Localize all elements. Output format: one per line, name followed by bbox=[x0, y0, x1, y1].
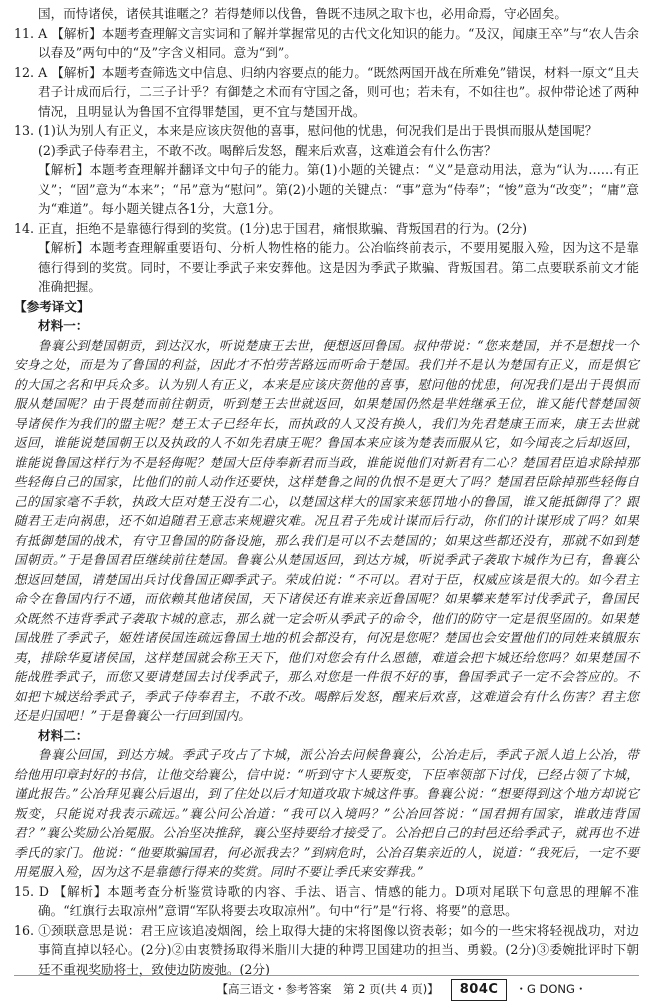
footer-brand: ・G DONG・ bbox=[515, 982, 587, 997]
answer-q13-1: 13. (1)认为别人有正义，本来是应该庆贺他的喜事，慰问他的忧患，何况我们是出于畏惧而服从楚国呢？ bbox=[14, 123, 598, 138]
answer-q14: 14. 正直，拒绝不是靠德行得到的奖赏。(1分)忠于国君，痛恨欺骗、背叛国君的行为。(2分) bbox=[14, 220, 528, 236]
answer-line-continuation: 国，而恃诸侯，诸侯其谁暱之？若得楚师以伐鲁，鲁既不违夙之取卞也，必用命焉，守必固矣。 bbox=[38, 6, 567, 21]
page-footer bbox=[0, 978, 653, 1002]
answer-q12: 12. A 【解析】本题考查筛选文中信息、归纳内容要点的能力。“既然两国开战在所难免”错误，材料一原文“且夫君子计成而后行，二三子计乎？有御楚之术而有守国之备，则可也；若未有，不如往也”。叔仲带论述了两种情况，且明显认为鲁国不宜得罪楚国，更不宜与楚国开战。 bbox=[14, 64, 639, 119]
answer-q11: 11. A 【解析】本题考查理解文言实词和了解并掌握常见的古代文化知识的能力。“及汉，闻康王卒”与“农人告余以春及”两句中的“及”字含义相同。意为“到”。 bbox=[14, 25, 639, 60]
footer-divider bbox=[14, 975, 639, 976]
answer-q16: 16. ①颈联意思是说：君王应该追凌烟阁，绘上取得大捷的宋将图像以资表彰；如今的一些宋将轻视战功，对边事简直掉以轻心。(2分)②由衷赞扬取得米脂川大捷的种谔卫国建功的担当、勇毅。(2分)③委婉批评时下朝廷不重视奖励将士，致使边防废弛。(2分) bbox=[14, 922, 639, 977]
answer-q13-analysis: 【解析】本题考查理解并翻译文中句子的能力。第(1)小题的关键点：“义”是意动用法，意为“认为……有正义”；“固”意为“本来”；“吊”意为“慰问”。第(2)小题的关键点：“事”意为“侍奉”；“悛”意为“改变”；“庸”意为“难道”。每小题关键点各1分，大意1分。 bbox=[38, 162, 639, 216]
answer-q15: 15. D 【解析】本题考查分析鉴赏诗歌的内容、手法、语言、情感的能力。D项对尾联下句意思的理解不准确。“红旗行去取凉州”意谓“军队将要去攻取凉州”。句中“行”是“行将、将要”的意思。 bbox=[14, 883, 639, 918]
footer-code-badge: 804C bbox=[451, 979, 508, 1001]
footer-page-info: 【高三语文・参考答案 第 2 页(共 4 页)】 bbox=[216, 982, 439, 997]
material2-title: 材料二： bbox=[38, 727, 89, 743]
answer-q14-analysis: 【解析】本题考查理解重要语句、分析人物性格的能力。公冶临终前表示，不要用冕服入殓，因为这不是靠德行得到的奖赏。同时，不要让季武子来安葬他。这是因为季武子欺骗、背叛国君。第二点要联系前文才能准确把握。 bbox=[38, 240, 639, 294]
material2-text: 鲁襄公回国，到达方城。季武子攻占了卞城，派公冶去问候鲁襄公，公冶走后，季武子派人追上公冶，带给他用印章封好的书信，让他交给襄公，信中说：“听到守卞人要叛变，下臣率领部下讨伐，已经占领了卞城，谨此报告。”公冶拜见襄公后退出，到了住处以后才知道攻取卞城这件事。鲁襄公说：“想要得到这个地方却说它叛变，只能说对我表示疏远。”襄公问公冶道：“我可以入境吗？”公冶回答说：“国君拥有国家，谁敢违背国君？”襄公奖励公冶冕服。公冶坚决推辞，襄公坚持要给才接受了。公冶把自己的封邑还给季武子，就再也不进季氏的家门。他说：“他要欺骗国君，何必派我去？”到病危时，公冶召集亲近的人，说道：“我死后，一定不要用冕服入殓，因为这不是靠德行得来的奖赏。同时不要让季氏来安葬我。” bbox=[14, 747, 639, 879]
material1-text: 鲁襄公到楚国朝贡，到达汉水，听说楚康王去世，便想返回鲁国。叔仲带说：“您来楚国，并不是想找一个安身之处，而是为了鲁国的利益，因此才不怕劳苦路远而听命于楚国。我们并不是认为楚国有正义，而是惧它的大国之名和甲兵众多。认为别人有正义，本来是应该庆贺他的喜事，慰问他的忧患，何况我们是出于畏惧而服从楚国呢？由于畏楚而前往朝贡，听到楚王去世就返回，如果楚国仍然是芈姓继承王位，谁又能代替楚国领导诸侯作为我们的盟主呢？楚王太子已经年长，而执政的人又没有换人，我们为先君楚康王而来，康王去世就返回，谁能说楚国朝王以及执政的人不如先君康王呢？鲁国本来应该为楚表而服从它，如今闻丧之后却返回，谁能说鲁国这样行为不是轻侮呢？楚国大臣侍奉新君而当政，谁能说他们对新君有二心？楚国君臣追求除掉那些轻侮自己的国家，比他们的前人动作还要快，这样楚鲁之间的仇恨不是更大了吗？楚国君臣除掉那些轻侮自己的国家毫不手软，执政大臣对楚王没有二心，以楚国这样大的国家来惩罚地小的鲁国，谁又能抵御得了？跟随君王走向祸患，还不如追随君王意志来规避灾难。况且君子先成计谋而后行动，你们的计谋形成了吗？如果有抵御楚国的战术，有守卫鲁国的防备设施，那么我们是可以不去楚国的；如果这些都还没有，那就不如到楚国朝贡。”于是鲁国君臣继续前往楚国。鲁襄公从楚国返回，到达方城，听说季武子袭取卞城作为已有，鲁襄公想返回楚国，请楚国出兵讨伐鲁国正卿季武子。荣成伯说：“不可以。君对于臣，权威应该是很大的。如今君主命令在鲁国内行不通，而依赖其他诸侯国，天下诸侯还有谁来亲近鲁国呢？如果攀来楚军讨伐季武子，鲁国民众既然不违背季武子袭取卞城的意志，那么就一定会听从季武子的命令，他们的防守一定是很坚固的。如果楚国战胜了季武子，姬姓诸侯国连疏远鲁国土地的机会都没有，何况是您呢？楚国也会安置他们的同姓来镇服东夷，排除华夏诸侯国，这样楚国就会称王天下，他们对您会有什么恩德，难道会把卞城还给您吗？如果楚国不能战胜季武子，而您又要请楚国去讨伐季武子，那么对您是一件很不好的事，鲁国季武子一定不会答应的。不如把卞城送给季武子，季武子侍奉君主，不敢不改。喝醉后发怒，醒来后欢喜，这难道会有什么伤害？君主您还是归国吧！”于是鲁襄公一行回到国内。 bbox=[14, 337, 639, 723]
material1-title: 材料一： bbox=[38, 318, 89, 333]
reference-translation-title: 【参考译文】 bbox=[14, 298, 90, 314]
answer-q13-2: (2)季武子侍奉君主，不敢不改。喝醉后发怒，醒来后欢喜，这难道会有什么伤害？ bbox=[38, 142, 497, 158]
